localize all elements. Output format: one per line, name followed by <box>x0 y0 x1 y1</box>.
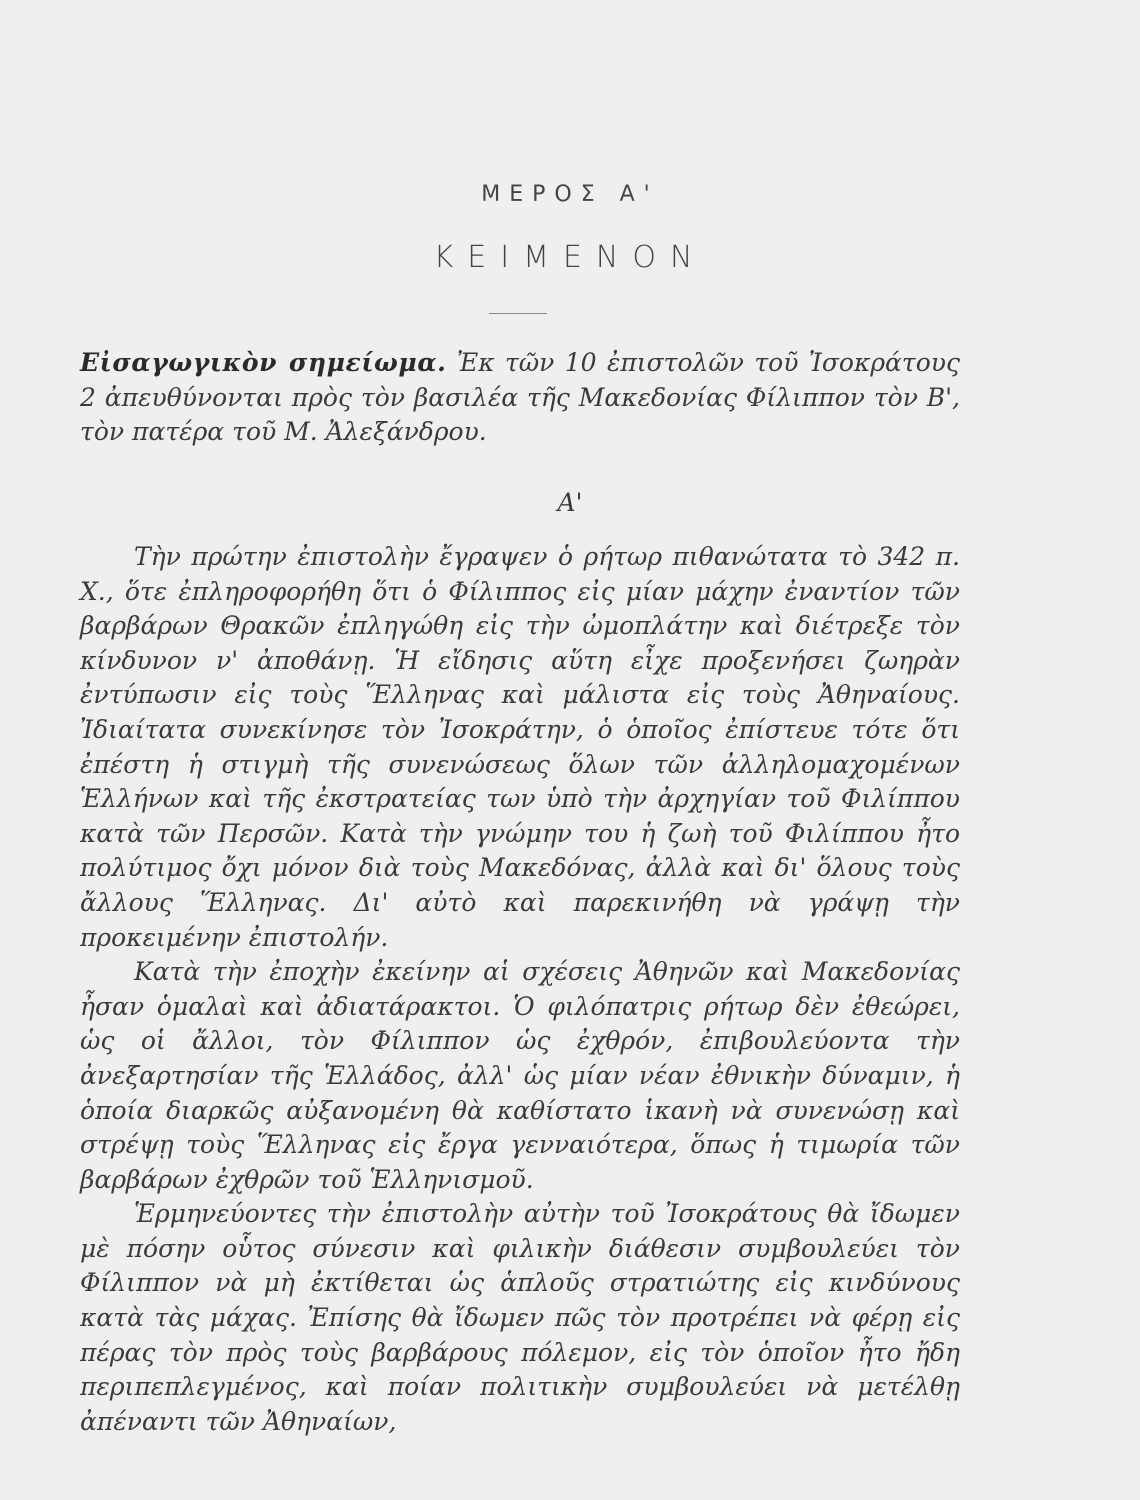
paragraph: Τὴν πρώτην ἐπιστολὴν ἔγραψεν ὁ ρήτωρ πιθανώτατα τὸ 342 π. Χ., ὅτε ἐπληροφορήθη ὅτι ὁ Φίλιππος εἰς μίαν μάχην ἐναντίον τῶν βαρβάρων Θρακῶν ἐπληγώθη εἰς τὴν ὠμοπλάτην καὶ διέτρεξε τὸν κίνδυνον ν' ἀποθάνῃ. Ἡ εἴδησις αὕτη εἶχε προξενήσει ζωηρὰν ἐντύπωσιν εἰς τοὺς Ἕλληνας καὶ μάλιστα εἰς τοὺς Ἀθηναίους. Ἰδιαίτατα συνεκίνησε τὸν Ἰσοκράτην, ὁ ὁποῖος ἐπίστευε τότε ὅτι ἐπέστη ἡ στιγμὴ τῆς συνενώσεως ὅλων τῶν ἀλληλομαχομένων Ἑλλήνων καὶ τῆς ἐκστρατείας των ὑπὸ τὴν ἀρχηγίαν τοῦ Φιλίππου κατὰ τῶν Περσῶν. Κατὰ τὴν γνώμην του ἡ ζωὴ τοῦ Φιλίππου ἦτο πολύτιμος ὄχι μόνον διὰ τοὺς Μακεδόνας, ἀλλὰ καὶ δι' ὅλους τοὺς ἄλλους Ἕλληνας. Δι' αὐτὸ καὶ παρεκινήθη νὰ γράψῃ τὴν προκειμένην ἐπιστολήν. <box>80 542 960 952</box>
intro-text: Ἐκ τῶν 10 ἐπιστολῶν τοῦ Ἰσοκράτους 2 ἀπευθύνονται πρὸς τὸν βασιλέα τῆς Μακεδονίας Φίλιππον τὸν Β', τὸν πατέρα τοῦ Μ. Ἀλεξάνδρου. <box>80 348 960 447</box>
body-text <box>80 540 960 1439</box>
intro-lead: Εἰσαγωγικὸν σημείωμα. <box>80 348 447 377</box>
part-title: ΜΕΡΟΣ Α' <box>481 182 659 207</box>
letter-heading: Α' <box>557 488 583 517</box>
paragraph: Ἑρμηνεύοντες τὴν ἐπιστολὴν αὐτὴν τοῦ Ἰσοκράτους θὰ ἴδωμεν μὲ πόσην οὗτος σύνεσιν καὶ φιλικὴν διάθεσιν συμβουλεύει τὸν Φίλιππον νὰ μὴ ἐκτίθεται ὡς ἁπλοῦς στρατιώτης εἰς κινδύνους κατὰ τὰς μάχας. Ἐπίσης θὰ ἴδωμεν πῶς τὸν προτρέπει νὰ φέρῃ εἰς πέρας τὸν πρὸς τοὺς βαρβάρους πόλεμον, εἰς τὸν ὁποῖον ἦτο ἤδη περιπεπλεγμένος, καὶ ποίαν πολιτικὴν συμβουλεύει νὰ μετέλθῃ ἀπέναντι τῶν Ἀθηναίων, <box>80 1199 960 1436</box>
paragraph: Κατὰ τὴν ἐποχὴν ἐκείνην αἱ σχέσεις Ἀθηνῶν καὶ Μακεδονίας ἦσαν ὁμαλαὶ καὶ ἀδιατάρακτοι. Ὁ φιλόπατρις ρήτωρ δὲν ἐθεώρει, ὡς οἱ ἄλλοι, τὸν Φίλιππον ὡς ἐχθρόν, ἐπιβουλεύοντα τὴν ἀνεξαρτησίαν τῆς Ἑλλάδος, ἀλλ' ὡς μίαν νέαν ἐθνικὴν δύναμιν, ἡ ὁποία διαρκῶς αὐξανομένη θὰ καθίστατο ἱκανὴ νὰ συνενώσῃ καὶ στρέψῃ τοὺς Ἕλληνας εἰς ἔργα γενναιότερα, ὅπως ἡ τιμωρία τῶν βαρβάρων ἐχθρῶν τοῦ Ἑλληνισμοῦ. <box>80 957 960 1194</box>
divider-rule <box>489 313 547 314</box>
intro-note <box>80 346 960 450</box>
section-title: ΚΕΙΜΕΝΟΝ <box>433 240 707 275</box>
